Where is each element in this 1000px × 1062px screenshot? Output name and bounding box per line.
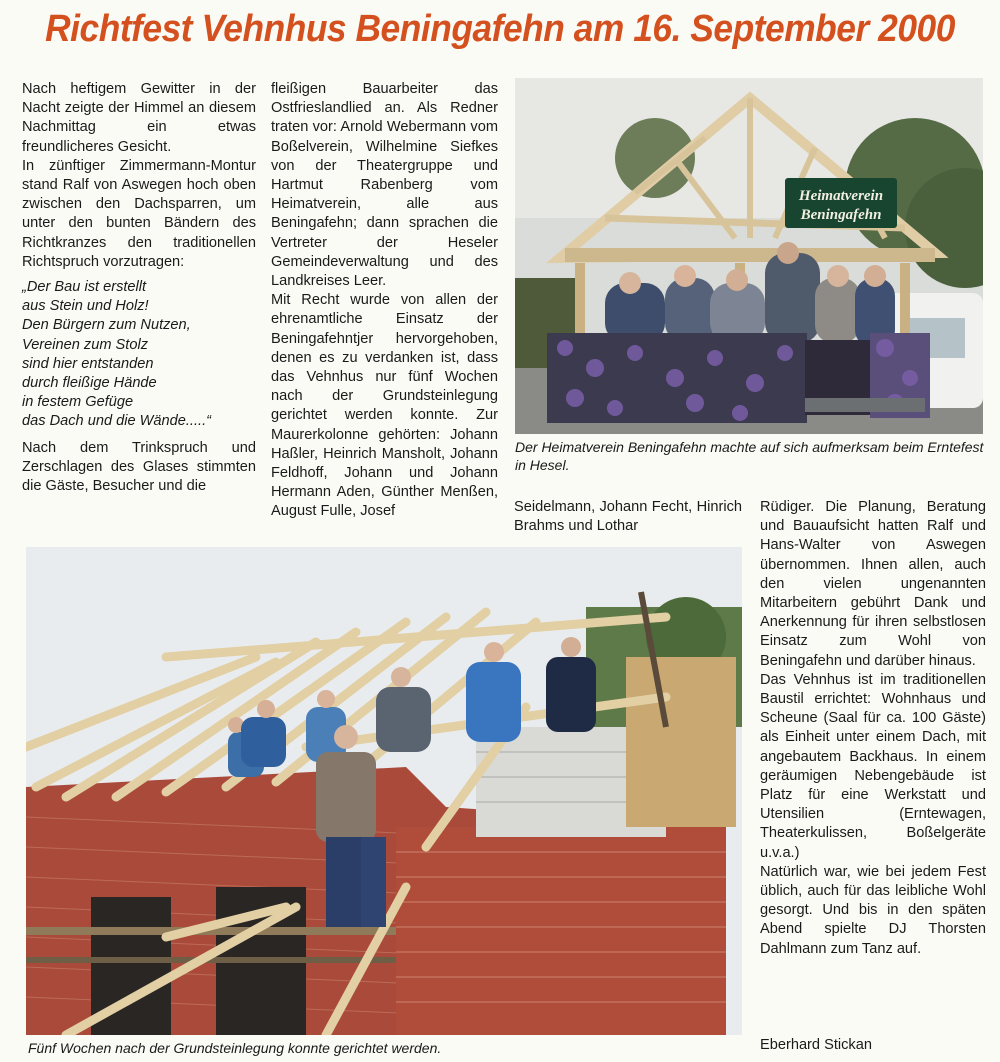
text-column-4 (760, 498, 986, 959)
text-column-3 (514, 498, 742, 536)
paragraph: Natürlich war, wie bei jedem Fest üblich, auch für das leibliche Wohl gesorgt. Und bis in den späten Abend spielte DJ Thorsten Dahlmann zum Tanz auf. (760, 863, 986, 957)
poem-line: sind hier entstanden (22, 355, 154, 372)
photo-heimatverein-wagon (515, 78, 983, 434)
paragraph: Nach dem Trinkspruch und Zerschlagen des Glases stimmten die Gäste, Besucher und die (22, 439, 256, 495)
sign-line-2: Beningafehn (800, 207, 882, 223)
poem-line: Vereinen zum Stolz (22, 336, 148, 353)
photo1-caption: Der Heimatverein Beningafehn machte auf sich aufmerksam beim Erntefest in Hesel. (515, 439, 984, 473)
sign-line-1: Heimatverein (798, 188, 884, 204)
photo-construction-site (26, 547, 742, 1035)
paragraph: In zünftiger Zimmermann-Montur stand Ralf von Aswegen hoch oben zwischen den Dachsparren, um unter den bunten Bändern des Richtkranzes den traditionellen Richtspruch vorzutragen: (22, 157, 256, 270)
paragraph: fleißigen Bauarbeiter das Ostfrieslandlied an. Als Redner traten vor: Arnold Webermann vom Boßelverein, Wilhelmine Siefkes von der Theatergruppe und Hartmut Rabenberg vom Heimatverein, alle aus Beningafehn; dann sprachen die Vertreter der Heseler Gemeindeverwaltung und des Landkreises Leer. (271, 81, 498, 290)
poem-line: durch fleißige Hände (22, 375, 157, 392)
photo2-caption: Fünf Wochen nach der Grundsteinlegung konnte gerichtet werden. (28, 1040, 442, 1056)
construction-photo-graphic (26, 547, 742, 1035)
text-column-2 (271, 80, 498, 522)
author-byline: Eberhard Stickan (760, 1037, 872, 1053)
text-column-1 (22, 80, 256, 496)
poem-line: aus Stein und Holz! (22, 298, 149, 315)
paragraph: Das Vehnhus ist im traditionellen Baustil errichtet: Wohnhaus und Scheune (Saal für ca. 100 Gäste) als Einheit unter einem Dach, mit angebautem Backhaus. In einem geräumigen Nebengebäude ist Platz für eine Werkstatt und Utensilien (Erntewagen, Theaterkulissen, Boßelgeräte u.v.a.) (760, 671, 986, 861)
paragraph: Rüdiger. Die Planung, Beratung und Bauaufsicht hatten Ralf und Hans-Walter von Aswegen übernommen. Ihnen allen, auch den vielen ungenannten Mitarbeitern gebührt Dank und Anerkennung für ihren selbstlosen Einsatz zum Wohl von Beningafehn und darüber hinaus. (760, 499, 986, 669)
wagon-photo-graphic (515, 78, 983, 434)
poem-line: „Der Bau ist erstellt (22, 279, 147, 296)
paragraph: Nach heftigem Gewitter in der Nacht zeigte der Himmel an diesem Nachmittag ein etwas freundlicheres Gesicht. (22, 81, 256, 155)
paragraph: Seidelmann, Johann Fecht, Hinrich Brahms und Lothar (514, 499, 742, 535)
richtspruch-poem (22, 278, 256, 432)
poem-line: das Dach und die Wände.....“ (22, 413, 212, 430)
poem-line: in festem Gefüge (22, 394, 134, 411)
paragraph: Mit Recht wurde von allen der ehrenamtliche Einsatz der Beningafehntjer hervorgehoben, denen es zu verdanken ist, dass das Vehnhus nur fünf Wochen nach der Grundsteinlegung gerichtet werden konnte. Zur Maurerkolonne gehörten: Johann Haßler, Heinrich Mansholt, Johann Feldhoff, Johann und Johann Hermann Aden, Günther Menßen, August Fulle, Josef (271, 292, 498, 520)
article-title: Richtfest Vehnhus Beningafehn am 16. September 2000 (45, 8, 955, 50)
poem-line: Den Bürgern zum Nutzen, (22, 317, 191, 334)
